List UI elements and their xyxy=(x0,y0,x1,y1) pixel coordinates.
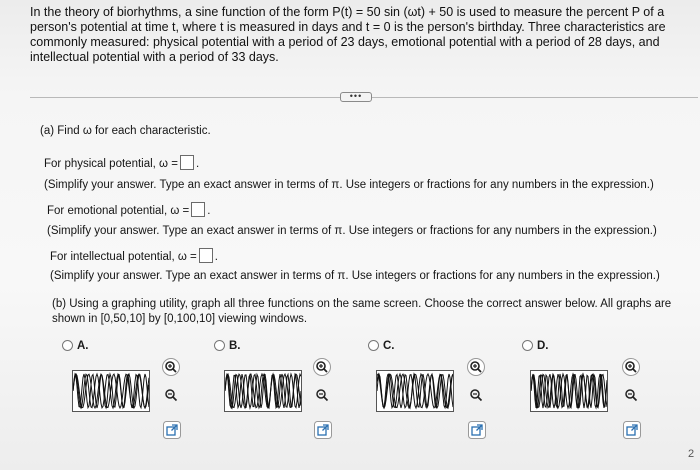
option-d[interactable] xyxy=(522,340,549,352)
popout-icon[interactable] xyxy=(163,421,181,439)
option-c-graph-plot xyxy=(377,371,453,411)
option-b[interactable] xyxy=(214,340,241,352)
option-c-graph[interactable] xyxy=(376,370,454,412)
option-b-graph-plot xyxy=(225,371,301,411)
part-b-prompt: (b) Using a graphing utility, graph all three functions on the same screen. Choose the correct answer below. All graphs are shown in [0,50,10] by [0,100,10] viewing windows. xyxy=(52,298,672,325)
option-b-radio[interactable] xyxy=(214,340,225,351)
problem-intro: In the theory of biorhythms, a sine function of the form P(t) = 50 sin (ωt) + 50 is used to measure the percent P of a person's potential at time t, where t is measured in days and t = 0 is the person's birthday. Three characteristics are commonly measured: physical potential with a period of 23 days, emotional potential with a period of 28 days, and intellectual potential with a period of 33 days. xyxy=(30,5,666,64)
option-a-label: A. xyxy=(77,340,89,352)
option-d-graph-plot xyxy=(531,371,607,411)
option-c[interactable] xyxy=(368,340,395,352)
edge-fragment: 2 xyxy=(688,448,695,460)
part-a-heading: (a) Find ω for each characteristic. xyxy=(40,125,211,137)
zoom-out-icon[interactable] xyxy=(164,388,178,402)
popout-icon[interactable] xyxy=(623,421,641,439)
option-c-radio[interactable] xyxy=(368,340,379,351)
intellectual-row: For intellectual potential, ω = . xyxy=(50,248,218,265)
emotional-instruction: (Simplify your answer. Type an exact answer in terms of π. Use integers or fractions for any numbers in the expression.) xyxy=(47,225,657,237)
more-button[interactable]: ••• xyxy=(340,92,372,102)
option-d-label: D. xyxy=(537,340,549,352)
emotional-answer-input[interactable] xyxy=(191,202,205,217)
option-a-graph[interactable] xyxy=(72,370,150,412)
intellectual-answer-input[interactable] xyxy=(199,248,213,263)
zoom-in-icon[interactable] xyxy=(313,358,331,376)
option-d-radio[interactable] xyxy=(522,340,533,351)
physical-label: For physical potential, ω = xyxy=(44,158,178,170)
popout-icon[interactable] xyxy=(314,421,332,439)
option-b-graph[interactable] xyxy=(224,370,302,412)
physical-answer-input[interactable] xyxy=(180,155,194,170)
zoom-out-icon[interactable] xyxy=(315,388,329,402)
option-a[interactable] xyxy=(62,340,89,352)
zoom-out-icon[interactable] xyxy=(469,388,483,402)
option-a-graph-plot xyxy=(73,371,149,411)
emotional-row: For emotional potential, ω = . xyxy=(47,202,210,219)
zoom-in-icon[interactable] xyxy=(162,358,180,376)
popout-icon[interactable] xyxy=(468,421,486,439)
emotional-label: For emotional potential, ω = xyxy=(47,205,190,217)
zoom-in-icon[interactable] xyxy=(467,358,485,376)
option-c-label: C. xyxy=(383,340,395,352)
physical-instruction: (Simplify your answer. Type an exact answer in terms of π. Use integers or fractions for any numbers in the expression.) xyxy=(44,179,654,191)
zoom-out-icon[interactable] xyxy=(624,388,638,402)
intellectual-label: For intellectual potential, ω = xyxy=(50,251,197,263)
option-a-radio[interactable] xyxy=(62,340,73,351)
zoom-in-icon[interactable] xyxy=(622,358,640,376)
intellectual-instruction: (Simplify your answer. Type an exact answer in terms of π. Use integers or fractions for any numbers in the expression.) xyxy=(50,270,660,282)
option-d-graph[interactable] xyxy=(530,370,608,412)
physical-row: For physical potential, ω = . xyxy=(44,155,199,172)
option-b-label: B. xyxy=(229,340,241,352)
